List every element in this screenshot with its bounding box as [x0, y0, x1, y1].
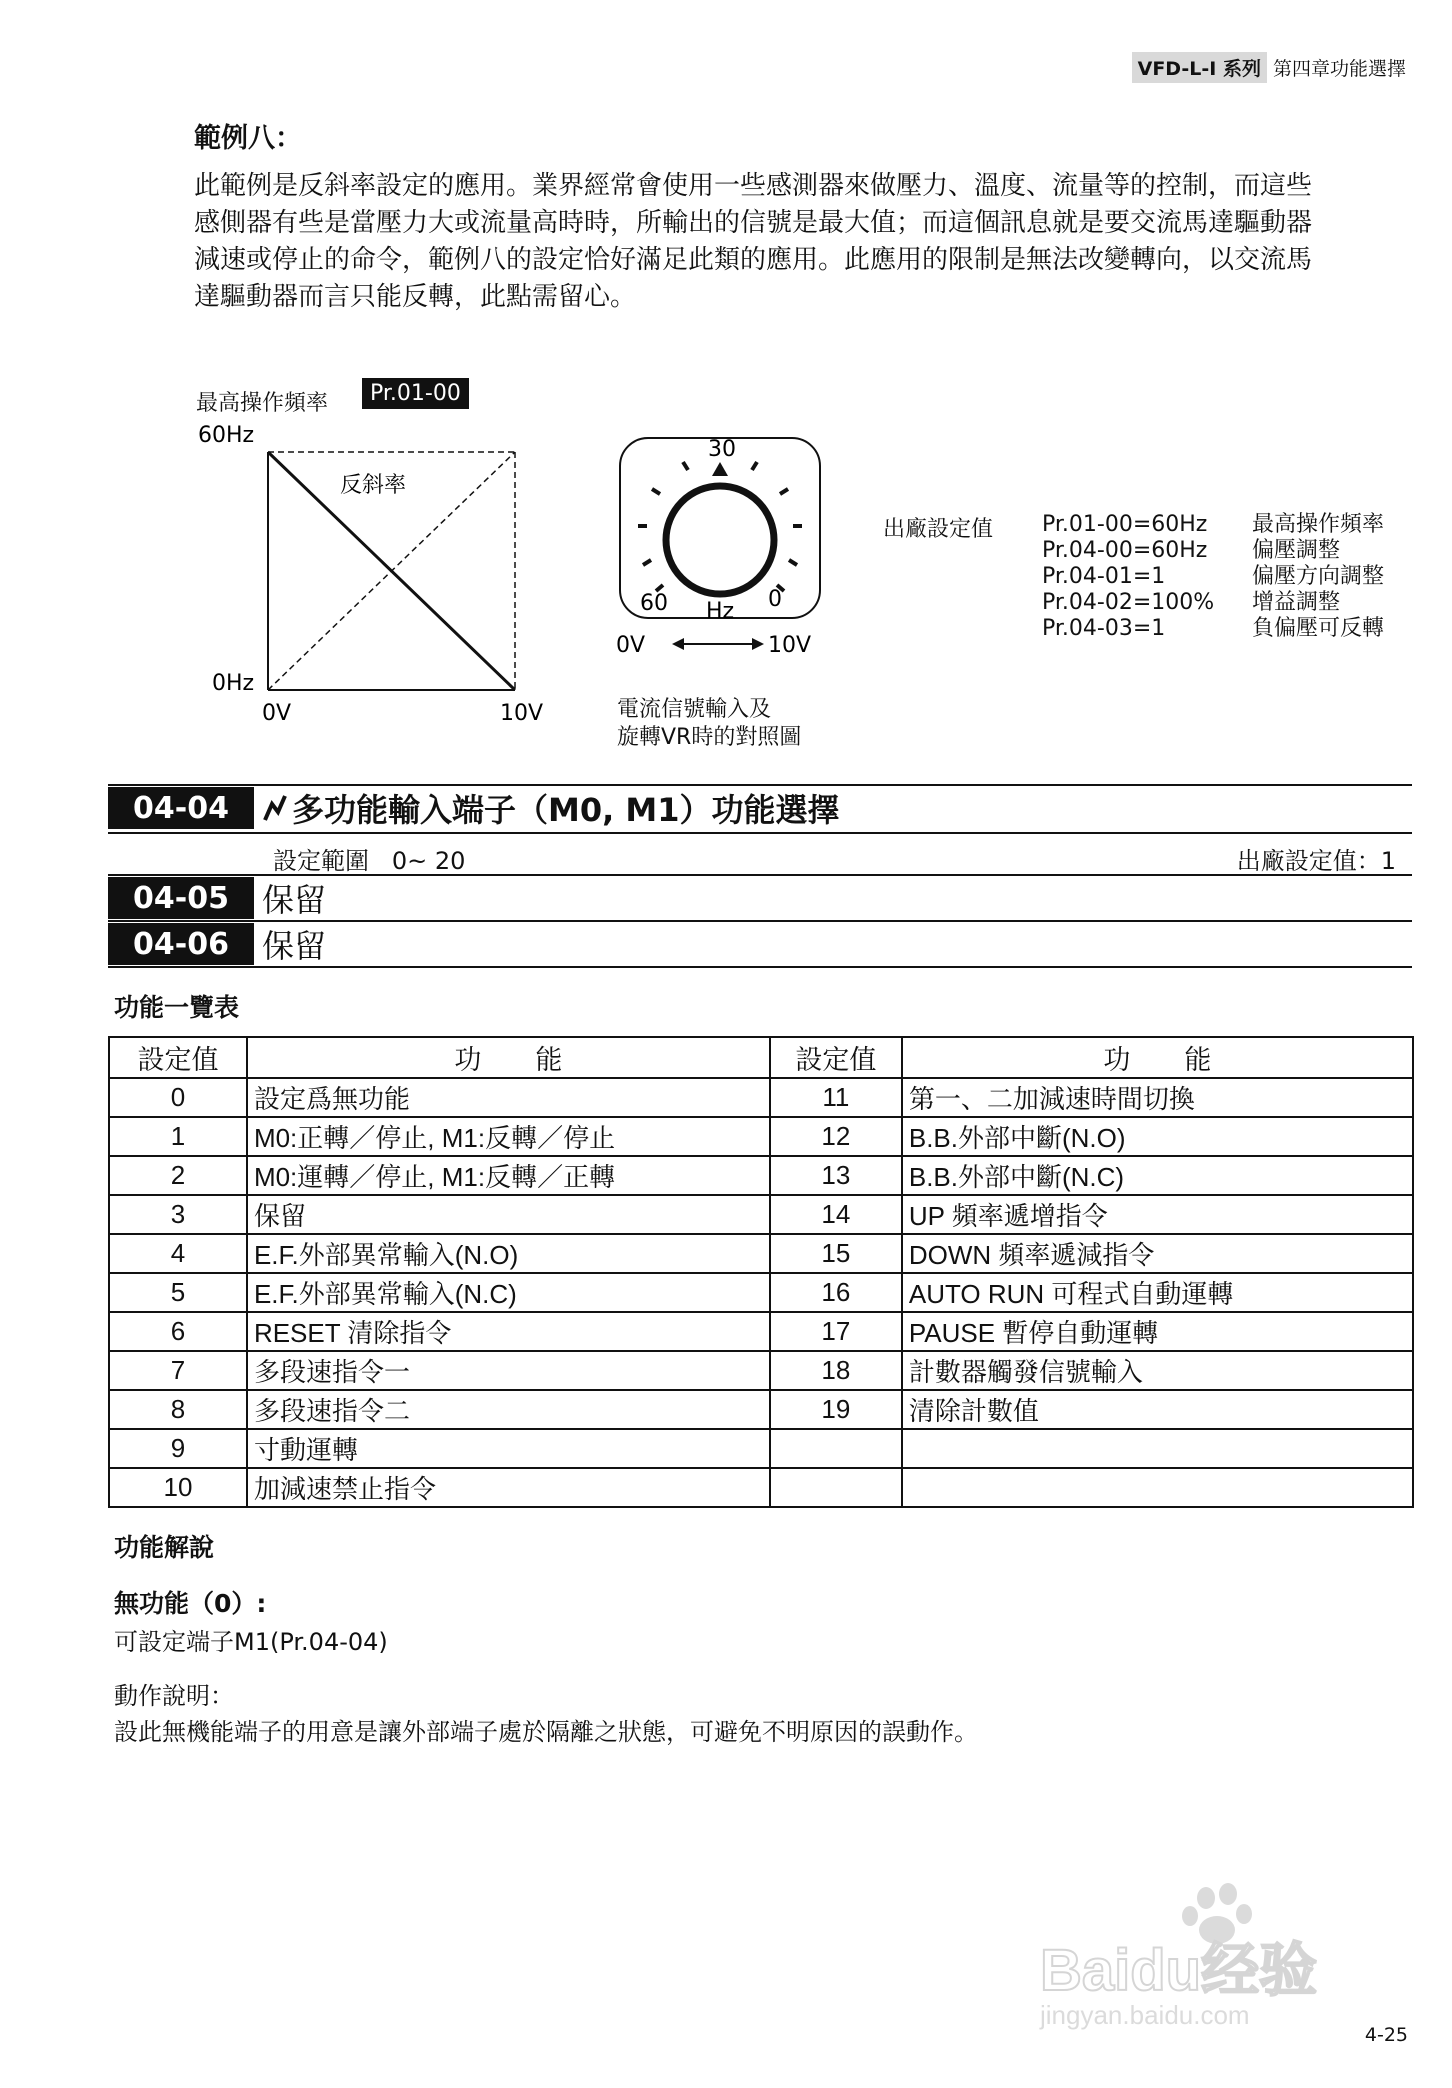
setting-value-cell: 0	[109, 1078, 247, 1117]
table-row	[109, 1156, 1413, 1195]
param-name-wrap	[254, 785, 840, 831]
dial-knob-ring	[666, 486, 774, 594]
range-value: 0~ 20	[391, 847, 466, 875]
setting-value-cell: 10	[109, 1468, 247, 1507]
function-cell: 多段速指令二	[247, 1390, 770, 1429]
table-row	[109, 1351, 1413, 1390]
function-cell: 加減速禁止指令	[247, 1468, 770, 1507]
baidu-watermark-logo	[1030, 1880, 1390, 2030]
paragraph-line: 感側器有些是當壓力大或流量高時時，所輸出的信號是最大值；而這個訊息就是要交流馬達驅動器	[194, 208, 1313, 238]
setting-value-cell: 9	[109, 1429, 247, 1468]
no-function-heading: 無功能（0）:	[114, 1589, 267, 1618]
param-code: 04-05	[108, 877, 254, 919]
arrow-right-icon	[752, 638, 764, 650]
factory-desc: 偏壓調整	[1252, 538, 1341, 563]
dial-left-label: 60	[640, 591, 668, 616]
header-setting: 設定值	[770, 1037, 902, 1078]
dial-range-left: 0V	[616, 633, 646, 658]
setting-value-cell	[770, 1468, 902, 1507]
table-row	[109, 1429, 1413, 1468]
factory-values	[1042, 512, 1214, 642]
setting-value-cell: 5	[109, 1273, 247, 1312]
setting-value-cell: 3	[109, 1195, 247, 1234]
factory-desc: 增益調整	[1252, 590, 1341, 615]
dial-pointer-icon	[712, 462, 728, 476]
param-name: 多功能輸入端子（M0, M1）功能選擇	[292, 791, 840, 829]
paragraph-line: 此範例是反斜率設定的應用。業界經常會使用一些感測器來做壓力、溫度、流量等的控制，而這些	[194, 171, 1313, 201]
dial-right-label: 0	[768, 587, 782, 612]
table-row	[109, 1390, 1413, 1429]
factory-descriptions	[1252, 512, 1384, 642]
explanation-title: 功能解說	[114, 1533, 215, 1562]
no-function-sub: 可設定端子M1(Pr.04-04)	[114, 1628, 388, 1656]
table-row	[109, 1468, 1413, 1507]
function-cell: M0:運轉／停止, M1:反轉／正轉	[247, 1156, 770, 1195]
setting-value-cell: 15	[770, 1234, 902, 1273]
setting-value-cell: 14	[770, 1195, 902, 1234]
setting-value-cell: 13	[770, 1156, 902, 1195]
function-table	[108, 1036, 1414, 1508]
factory-value: Pr.04-01=1	[1042, 564, 1166, 589]
setting-value-cell: 6	[109, 1312, 247, 1351]
function-cell: 第一、二加減速時間切換	[902, 1078, 1413, 1117]
param-divider	[108, 966, 1412, 968]
table-row	[109, 1312, 1413, 1351]
factory-desc: 最高操作頻率	[1252, 512, 1385, 537]
caption-line: 旋轉VR時的對照圖	[617, 725, 802, 750]
factory-value: Pr.04-03=1	[1042, 616, 1166, 641]
y-top-label: 60Hz	[198, 423, 255, 448]
function-cell: 多段速指令一	[247, 1351, 770, 1390]
example-title: 範例八：	[194, 123, 302, 154]
factory-desc: 負偏壓可反轉	[1252, 616, 1385, 641]
x-left-label: 0V	[262, 701, 292, 726]
function-cell: B.B.外部中斷(N.C)	[902, 1156, 1413, 1195]
function-cell: E.F.外部異常輸入(N.C)	[247, 1273, 770, 1312]
lightning-icon	[262, 794, 288, 822]
setting-value-cell: 11	[770, 1078, 902, 1117]
table-row	[109, 1234, 1413, 1273]
arrow-left-icon	[672, 638, 684, 650]
paw-icon	[1182, 1883, 1252, 1944]
factory-value: Pr.01-00=60Hz	[1042, 512, 1208, 537]
param-name: 保留	[262, 927, 327, 965]
range-label: 設定範圍	[273, 847, 369, 875]
function-cell: 清除計數值	[902, 1390, 1413, 1429]
setting-value-cell: 16	[770, 1273, 902, 1312]
caption-line: 電流信號輸入及	[617, 697, 772, 722]
function-cell: B.B.外部中斷(N.O)	[902, 1117, 1413, 1156]
function-cell: PAUSE 暫停自動運轉	[902, 1312, 1413, 1351]
paragraph-line: 減速或停止的命令，範例八的設定恰好滿足此類的應用。此應用的限制是無法改變轉向，以交流馬	[194, 245, 1313, 275]
function-list-title: 功能一覽表	[114, 993, 240, 1022]
paragraph-line: 達驅動器而言只能反轉，此點需留心。	[194, 282, 637, 312]
function-cell: DOWN 頻率遞減指令	[902, 1234, 1413, 1273]
table-row	[109, 1195, 1413, 1234]
max-freq-label: 最高操作頻率	[196, 391, 329, 416]
factory-desc: 偏壓方向調整	[1252, 564, 1385, 589]
setting-value-cell: 8	[109, 1390, 247, 1429]
example-paragraph	[194, 168, 1410, 316]
watermark-brand: Baidu经验	[1040, 1938, 1318, 2003]
action-text: 設此無機能端子的用意是讓外部端子處於隔離之狀態，可避免不明原因的誤動作。	[114, 1718, 978, 1746]
function-cell: 寸動運轉	[247, 1429, 770, 1468]
function-cell	[902, 1429, 1413, 1468]
action-label: 動作說明：	[114, 1682, 234, 1710]
table-row	[109, 1273, 1413, 1312]
page-header	[1132, 52, 1412, 83]
dial-range-right: 10V	[768, 633, 812, 658]
dial-top-label: 30	[708, 437, 736, 462]
param-code: 04-06	[108, 923, 254, 965]
watermark-url: jingyan.baidu.com	[1040, 2000, 1250, 2030]
setting-value-cell: 2	[109, 1156, 247, 1195]
function-cell: 保留	[247, 1195, 770, 1234]
function-cell: RESET 清除指令	[247, 1312, 770, 1351]
setting-range	[273, 841, 465, 876]
function-cell: 計數器觸發信號輸入	[902, 1351, 1413, 1390]
header-setting: 設定值	[109, 1037, 247, 1078]
series-label: VFD-L-I 系列	[1132, 52, 1267, 83]
setting-value-cell: 18	[770, 1351, 902, 1390]
param-04-04	[108, 784, 1412, 830]
param-code: 04-04	[108, 787, 254, 829]
dial-ticks	[638, 462, 802, 591]
param-04-06	[108, 920, 1412, 966]
dial-unit-label: Hz	[706, 599, 735, 624]
factory-value: Pr.04-02=100%	[1042, 590, 1215, 615]
factory-value: Pr.04-00=60Hz	[1042, 538, 1208, 563]
x-right-label: 10V	[500, 701, 544, 726]
setting-range-row	[108, 832, 1412, 876]
setting-value-cell: 19	[770, 1390, 902, 1429]
factory-setting-label: 出廠設定值	[883, 517, 994, 542]
setting-value-cell: 4	[109, 1234, 247, 1273]
setting-value-cell	[770, 1429, 902, 1468]
header-function: 功 能	[247, 1037, 770, 1078]
function-cell: AUTO RUN 可程式自動運轉	[902, 1273, 1413, 1312]
function-cell	[902, 1468, 1413, 1507]
slope-label: 反斜率	[340, 473, 407, 498]
function-cell: UP 頻率遞增指令	[902, 1195, 1413, 1234]
param-name: 保留	[262, 881, 327, 919]
max-freq-param-tag: Pr.01-00	[362, 378, 469, 409]
diagram-caption	[617, 696, 801, 752]
function-cell: E.F.外部異常輸入(N.O)	[247, 1234, 770, 1273]
param-04-05	[108, 874, 1412, 920]
function-cell: M0:正轉／停止, M1:反轉／停止	[247, 1117, 770, 1156]
setting-value-cell: 12	[770, 1117, 902, 1156]
chapter-label: 第四章功能選擇	[1272, 58, 1406, 80]
table-header-row	[109, 1037, 1413, 1078]
setting-value-cell: 17	[770, 1312, 902, 1351]
table-row	[109, 1078, 1413, 1117]
function-cell: 設定爲無功能	[247, 1078, 770, 1117]
y-bottom-label: 0Hz	[212, 671, 255, 696]
setting-value-cell: 7	[109, 1351, 247, 1390]
table-body	[109, 1078, 1413, 1507]
table-row	[109, 1117, 1413, 1156]
page-number: 4-25	[1364, 2024, 1408, 2046]
setting-value-cell: 1	[109, 1117, 247, 1156]
header-function: 功 能	[902, 1037, 1413, 1078]
factory-default: 出廠設定值：1	[1236, 847, 1396, 875]
